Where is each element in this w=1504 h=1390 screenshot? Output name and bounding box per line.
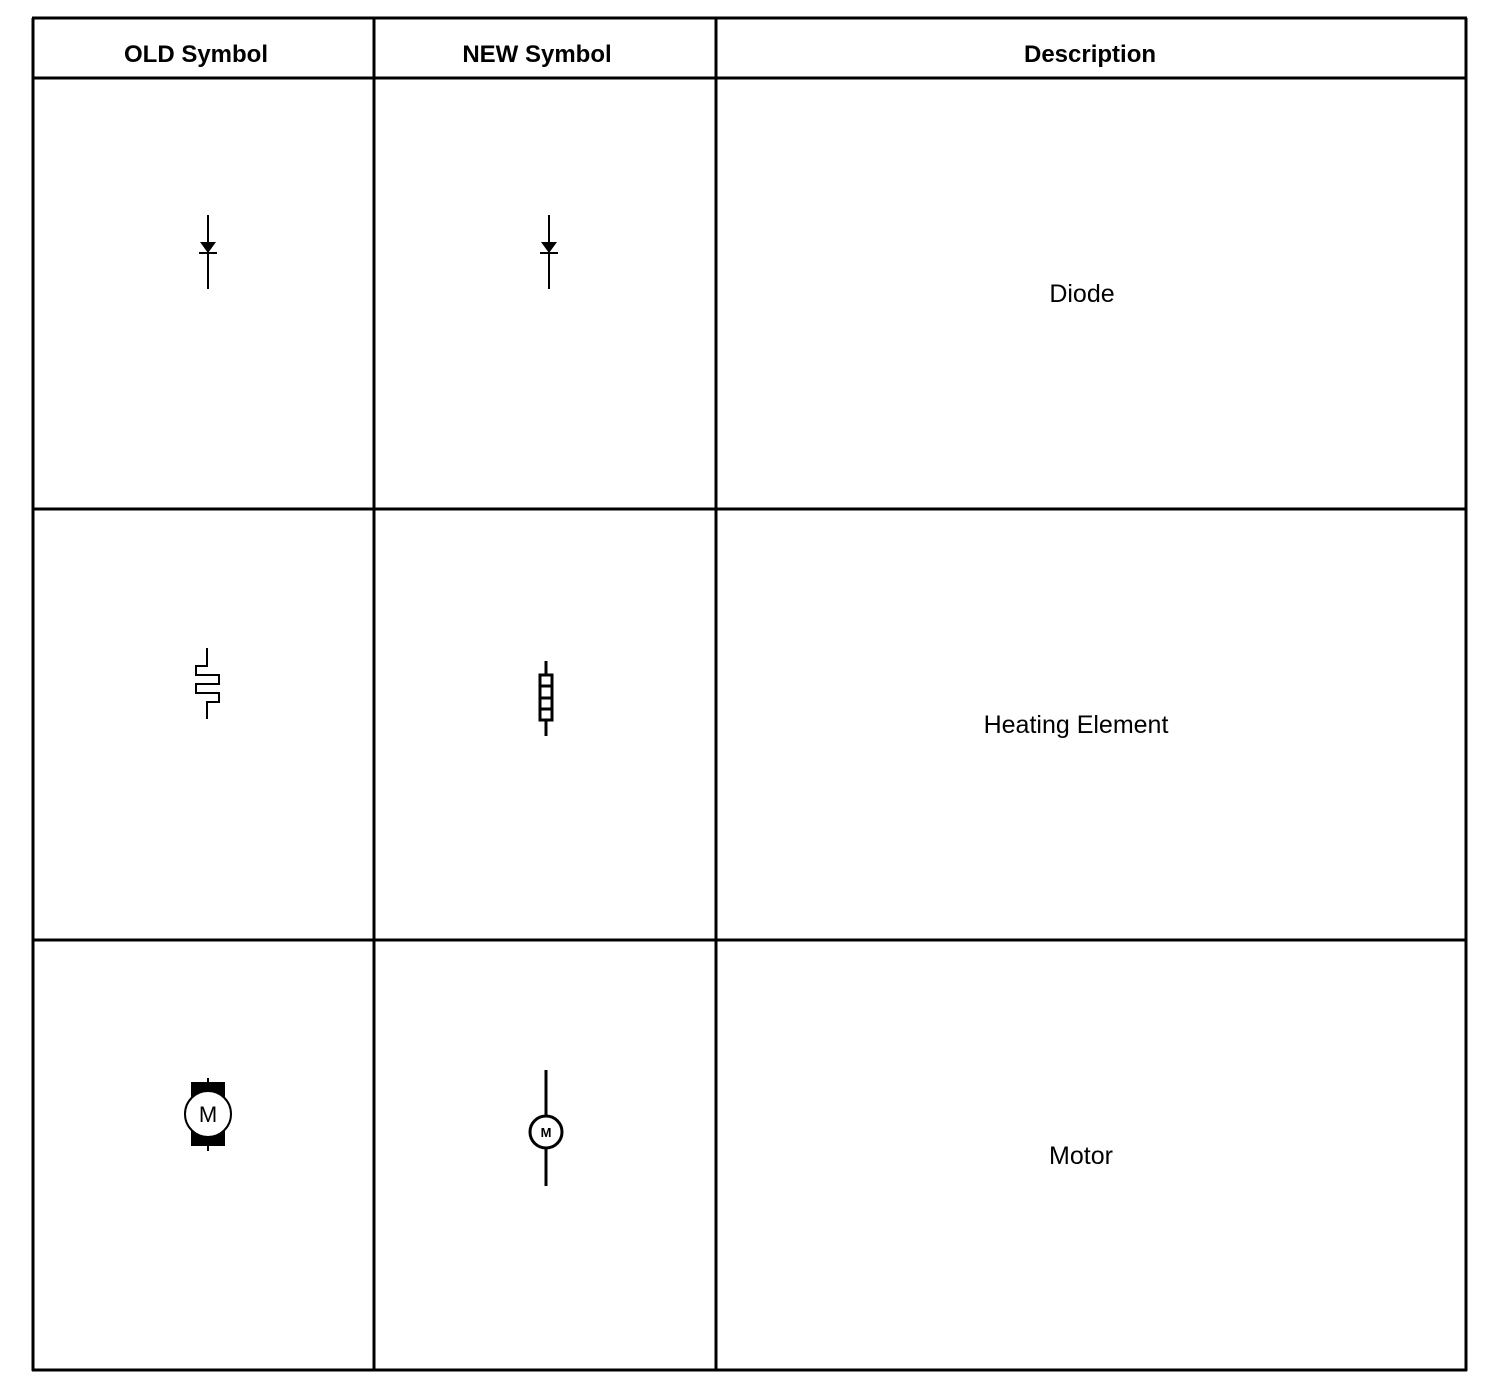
motor-icon [530, 1070, 562, 1186]
table-row [185, 1070, 1113, 1186]
table-row [199, 215, 1115, 308]
table-grid [32, 18, 1467, 1371]
diode-icon [199, 215, 217, 289]
header-old-symbol: OLD Symbol [123, 41, 269, 68]
table-row [196, 648, 1168, 739]
description-cell: Heating Element [983, 711, 1169, 739]
motor-label: M [540, 1125, 552, 1140]
heating-element-zigzag-icon [196, 648, 219, 719]
header-new-symbol: NEW Symbol [462, 41, 612, 68]
header-description: Description [1023, 41, 1157, 68]
motor-label: M [198, 1102, 218, 1127]
heating-element-resistor-icon [540, 661, 552, 736]
diode-icon [540, 215, 558, 289]
motor-icon [185, 1078, 231, 1151]
table-header-row [124, 41, 1156, 68]
description-cell: Motor [1049, 1142, 1113, 1170]
description-cell: Diode [1049, 280, 1115, 308]
